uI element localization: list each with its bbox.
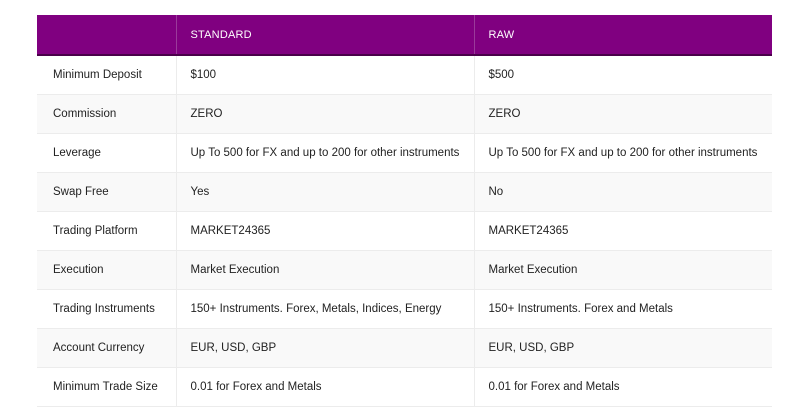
standard-value: Up To 500 for FX and up to 200 for other instruments xyxy=(176,134,474,173)
header-raw-account: RAW xyxy=(474,15,772,55)
standard-value: ZERO xyxy=(176,95,474,134)
raw-value: 0.01 for Forex and Metals xyxy=(474,368,772,407)
account-comparison-table xyxy=(37,15,772,407)
row-label: Commission xyxy=(37,95,176,134)
raw-value: Up To 500 for FX and up to 200 for other instruments xyxy=(474,134,772,173)
standard-value: Market Execution xyxy=(176,251,474,290)
row-label: Minimum Deposit xyxy=(37,55,176,95)
raw-value: 150+ Instruments. Forex and Metals xyxy=(474,290,772,329)
row-label: Execution xyxy=(37,251,176,290)
raw-value: Market Execution xyxy=(474,251,772,290)
table-row xyxy=(37,212,772,251)
header-feature-column xyxy=(37,15,176,55)
raw-value: $500 xyxy=(474,55,772,95)
row-label: Swap Free xyxy=(37,173,176,212)
table-row xyxy=(37,95,772,134)
row-label: Trading Platform xyxy=(37,212,176,251)
standard-value: 0.01 for Forex and Metals xyxy=(176,368,474,407)
row-label: Account Currency xyxy=(37,329,176,368)
row-label: Leverage xyxy=(37,134,176,173)
standard-value: EUR, USD, GBP xyxy=(176,329,474,368)
row-label: Minimum Trade Size xyxy=(37,368,176,407)
table-header xyxy=(37,15,772,55)
standard-value: $100 xyxy=(176,55,474,95)
standard-value: 150+ Instruments. Forex, Metals, Indices, Energy xyxy=(176,290,474,329)
table-row xyxy=(37,329,772,368)
raw-value: EUR, USD, GBP xyxy=(474,329,772,368)
table-row xyxy=(37,55,772,95)
row-label: Trading Instruments xyxy=(37,290,176,329)
raw-value: No xyxy=(474,173,772,212)
standard-value: Yes xyxy=(176,173,474,212)
header-standard-account: STANDARD xyxy=(176,15,474,55)
table-body xyxy=(37,55,772,407)
account-comparison xyxy=(37,15,772,407)
raw-value: MARKET24365 xyxy=(474,212,772,251)
table-row xyxy=(37,368,772,407)
table-row xyxy=(37,251,772,290)
header-row xyxy=(37,15,772,55)
table-row xyxy=(37,134,772,173)
table-row xyxy=(37,290,772,329)
table-row xyxy=(37,173,772,212)
raw-value: ZERO xyxy=(474,95,772,134)
standard-value: MARKET24365 xyxy=(176,212,474,251)
